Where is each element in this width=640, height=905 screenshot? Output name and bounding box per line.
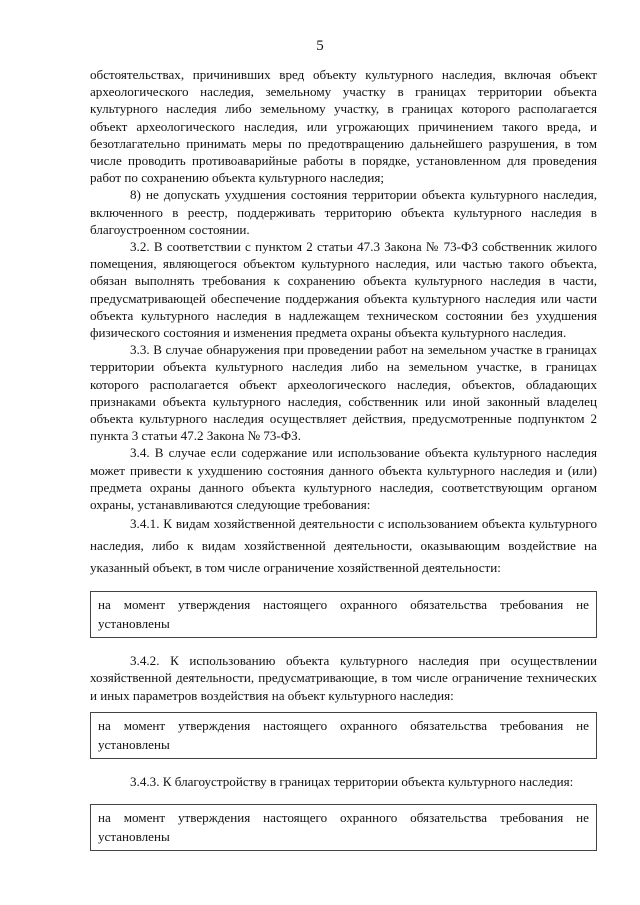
document-body (90, 66, 597, 851)
paragraph-continued: обстоятельствах, причинивших вред объекту культурного наследия, включая объект археологического наследия, земельному участку в границах территории объекта культурного наследия либо земельному участку, в границах которого располагается объект археологического наследия, или угрожающих причинением такого вреда, и безотлагательно принимать меры по предотвращению дальнейшего разрушения, в том числе проводить противоаварийные работы в порядке, установленном для проведения работ по сохранению объекта культурного наследия; (90, 67, 597, 186)
page-number: 5 (316, 38, 324, 54)
paragraph-3-4-1: 3.4.1. К видам хозяйственной деятельности с использованием объекта культурного наследия, либо к видам хозяйственной деятельности, оказывающим воздействие на указанный объект, в том числе ограничение хозяйственной деятельности: (90, 516, 597, 576)
requirement-box-2: на момент утверждения настоящего охранного обязательства требования не установлены (90, 712, 597, 759)
paragraph-3-3: 3.3. В случае обнаружения при проведении работ на земельном участке в границах территории объекта культурного наследия либо на земельном участке, в границах которого располагается объект археологического наследия, объектов, обладающих признаками объекта культурного наследия, собственник или иной законный владелец объекта культурного наследия осуществляет действия, предусмотренные подпунктом 2 пункта 3 статьи 47.2 Закона № 73-ФЗ. (90, 342, 597, 444)
paragraph-3-4-2: 3.4.2. К использованию объекта культурного наследия при осуществлении хозяйственной деятельности, предусматривающие, в том числе ограничение технических и иных параметров воздействия на объект культурного наследия: (90, 653, 597, 703)
requirement-box-3: на момент утверждения настоящего охранного обязательства требования не установлены (90, 804, 597, 851)
paragraph-item-8: 8) не допускать ухудшения состояния территории объекта культурного наследия, включенного в реестр, поддерживать территорию объекта культурного наследия в благоустроенном состоянии. (90, 187, 597, 237)
paragraph-3-4-3: 3.4.3. К благоустройству в границах территории объекта культурного наследия: (130, 773, 574, 789)
paragraph-3-4: 3.4. В случае если содержание или использование объекта культурного наследия может привести к ухудшению состояния данного объекта культурного наследия и (или) предмета охраны данного объекта культурного наследия, соответствующим органом охраны, устанавливаются следующие требования: (90, 445, 597, 513)
paragraph-3-2: 3.2. В соответствии с пунктом 2 статьи 47.3 Закона № 73-ФЗ собственник жилого помещения, являющегося объектом культурного наследия, или частью такого объекта, обязан выполнять требования к сохранению объекта культурного наследия в части, предусматривающей обеспечение поддержания объекта культурного наследия или части объекта культурного наследия в надлежащем техническом состоянии без ухудшения физического состояния и изменения предмета охраны объекта культурного наследия. (90, 239, 597, 341)
requirement-box-1: на момент утверждения настоящего охранного обязательства требования не установлены (90, 591, 597, 638)
